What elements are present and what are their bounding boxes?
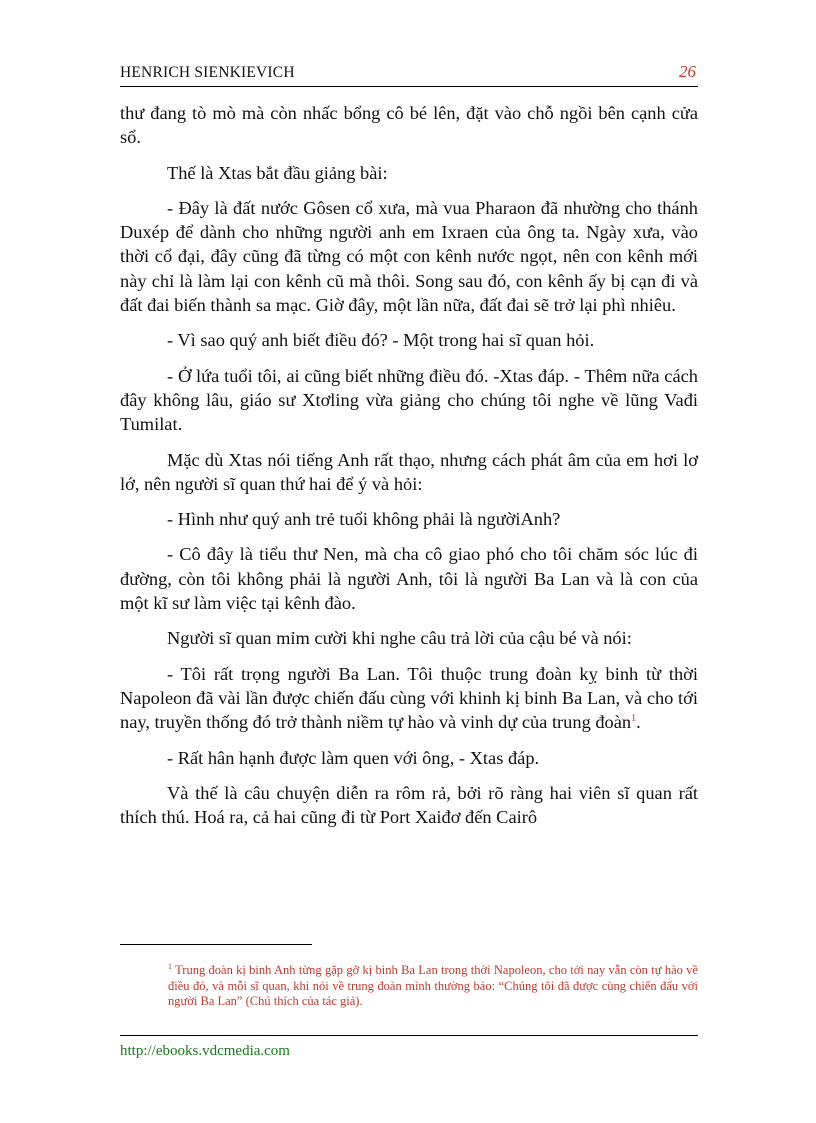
footnote-text: Trung đoàn kị binh Anh từng gặp gỡ kị binh Ba Lan trong thời Napoleon, cho tới nay vẫn còn tự hào về điều đó, và mỗi sĩ quan, khi nói về trung đoàn mình thường bảo: “Chúng tôi đã được cùng chiến đấu với người Ba Lan” (Chú thích của tác giả). — [168, 963, 698, 1009]
paragraph: Thế là Xtas bắt đầu giảng bài: — [167, 162, 388, 183]
running-header — [120, 62, 698, 87]
paragraph: - Cô đây là tiểu thư Nen, mà cha cô giao phó cho tôi chăm sóc lúc đi đường, còn tôi không phải là người Anh, tôi là người Ba Lan và là con của một kĩ sư làm việc tại kênh đào. — [120, 544, 698, 614]
body-text — [120, 101, 698, 840]
footnote — [168, 963, 698, 1010]
page-number: 26 — [679, 62, 696, 81]
footnote-separator — [120, 944, 312, 945]
paragraph: - Rất hân hạnh được làm quen với ông, - Xtas đáp. — [167, 747, 540, 768]
footnote-marker: 1 — [168, 961, 172, 971]
paragraph: Người sĩ quan mỉm cười khi nghe câu trả lời của cậu bé và nói: — [167, 628, 632, 649]
paragraph-end: . — [636, 712, 641, 733]
paragraph — [120, 662, 698, 735]
footer-rule — [120, 1035, 698, 1036]
paragraph: - Đây là đất nước Gôsen cổ xưa, mà vua Pharaon đã nhường cho thánh Duxép để dành cho những người anh em Ixraen của ông ta. Ngày xưa, vào thời cổ đại, đây cũng đã từng có một con kênh nước ngọt, nên con kênh mới này chỉ là làm lại con kênh cũ mà thôi. Song sau đó, con kênh ấy bị cạn đi và đất đai biến thành sa mạc. Giờ đây, một lần nữa, đất đai sẽ trở lại phì nhiêu. — [120, 197, 698, 316]
footer-url-link[interactable]: http://ebooks.vdcmedia.com — [120, 1043, 290, 1059]
header-author: HENRICH SIENKIEVICH — [120, 64, 295, 81]
paragraph: Và thế là câu chuyện diễn ra rôm rả, bởi rõ ràng hai viên sĩ quan rất thích thú. Hoá ra, cả hai cũng đi từ Port Xaiđơ đến Cairô — [120, 782, 698, 828]
paragraph: - Vì sao quý anh biết điều đó? - Một trong hai sĩ quan hỏi. — [167, 330, 595, 351]
paragraph: - Hình như quý anh trẻ tuổi không phải là ngườiAnh? — [167, 509, 561, 530]
paragraph: - Ở lứa tuổi tôi, ai cũng biết những điều đó. -Xtas đáp. - Thêm nữa cách đây không lâu, giáo sư Xtơling vừa giảng cho chúng tôi nghe về lũng Vađi Tumilat. — [120, 365, 698, 435]
paragraph-text: - Tôi rất trọng người Ba Lan. Tôi thuộc trung đoàn kỵ binh từ thời Napoleon đã vài lần được chiến đấu cùng với khinh kị binh Ba Lan, và cho tới nay, truyền thống đó trở thành niềm tự hào và vinh dự của trung đoàn — [120, 663, 698, 733]
paragraph: Mặc dù Xtas nói tiếng Anh rất thạo, nhưng cách phát âm của em hơi lơ lớ, nên người sĩ quan thứ hai để ý và hỏi: — [120, 449, 698, 494]
paragraph: thư đang tò mò mà còn nhấc bổng cô bé lên, đặt vào chỗ ngồi bên cạnh cửa sổ. — [120, 103, 698, 148]
footnote-reference[interactable]: 1 — [631, 713, 637, 725]
